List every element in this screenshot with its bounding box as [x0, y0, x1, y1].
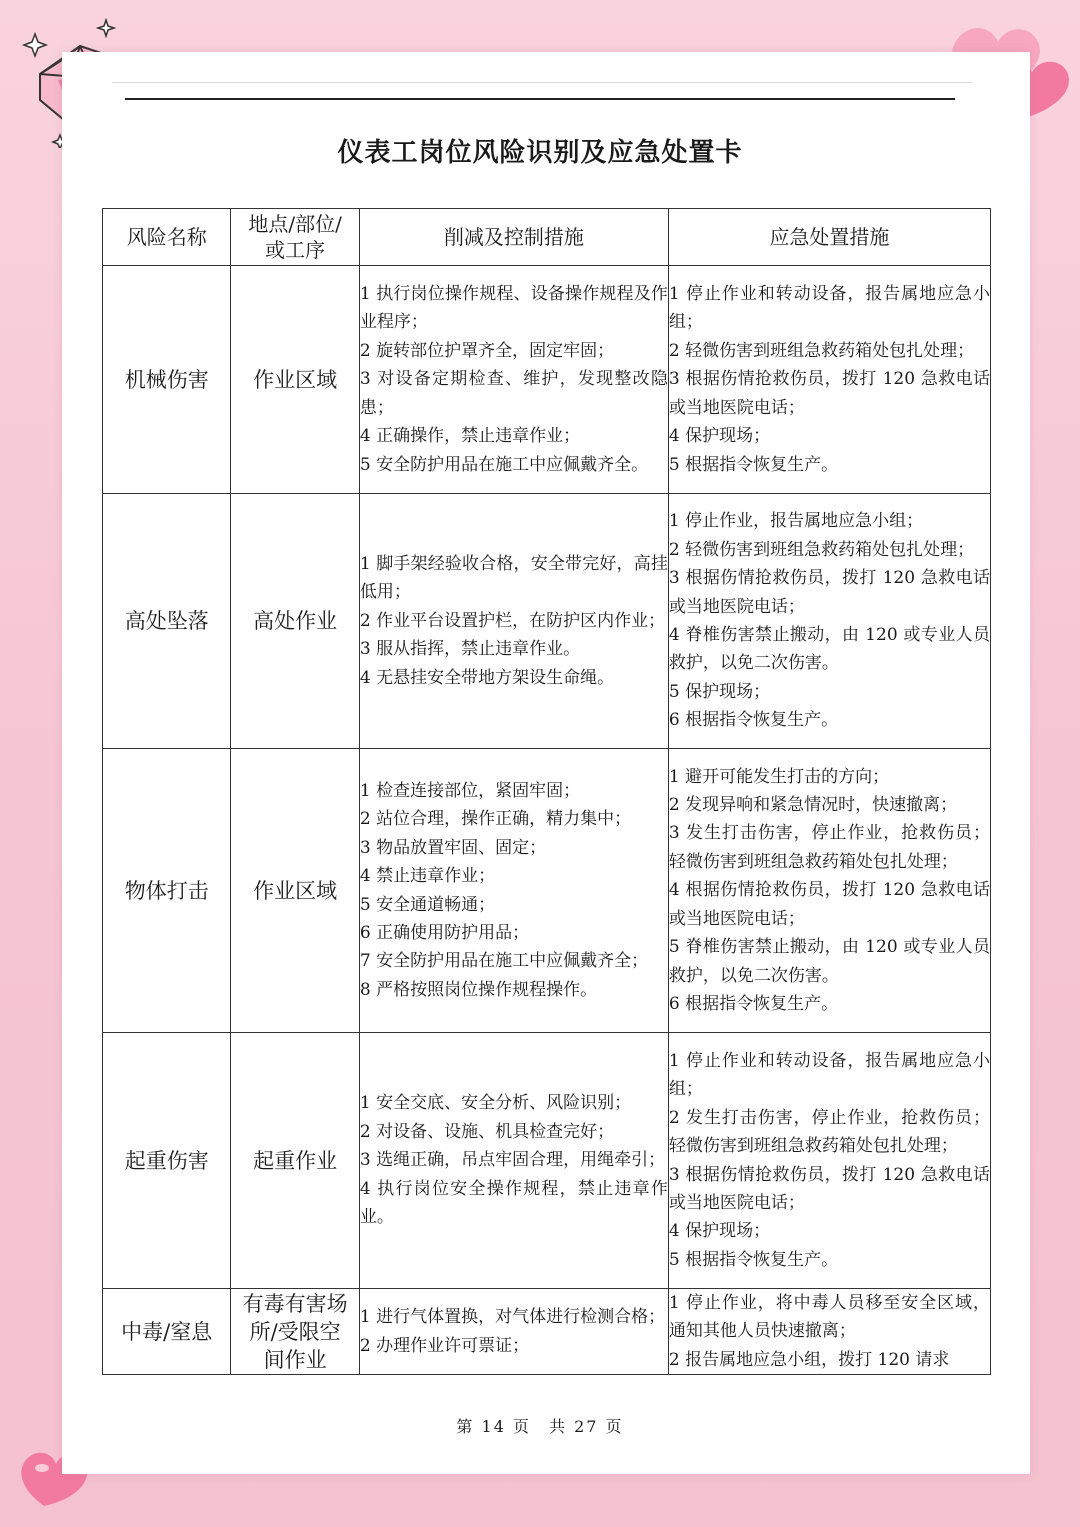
control-measure: 4 无悬挂安全带地方架设生命绳。: [359, 667, 615, 688]
emergency-measure: 5 根据指令恢复生产。: [668, 1249, 839, 1270]
emergency-cell: [668, 266, 990, 494]
control-measure: 6 正确使用防护用品；: [359, 922, 530, 943]
emergency-measure: 4 脊椎伤害禁止搬动，由 120 或专业人员救护，以免二次伤害。: [668, 625, 990, 674]
header-place-line: 或工序: [265, 238, 326, 262]
table-row: [103, 1033, 991, 1289]
control-measure: 4 禁止违章作业；: [359, 866, 496, 887]
emergency-measure: 6 根据指令恢复生产。: [668, 993, 839, 1014]
control-measure: 5 安全防护用品在施工中应佩戴齐全。: [359, 454, 649, 475]
emergency-measure: 5 脊椎伤害禁止搬动，由 120 或专业人员救护，以免二次伤害。: [668, 937, 990, 986]
control-measure: 7 安全防护用品在施工中应佩戴齐全；: [359, 951, 649, 972]
control-measure: 4 正确操作，禁止违章作业；: [359, 426, 581, 447]
emergency-measure: 2 报告属地应急小组，拨打 120 请求: [668, 1349, 950, 1370]
controls-cell: [359, 494, 668, 749]
emergency-measure: 4 根据伤情抢救伤员，拨打 120 急救电话或当地医院电话；: [668, 880, 990, 929]
footer-middle: 页 共: [512, 1417, 567, 1436]
header-rule-light: [112, 82, 972, 83]
emergency-measure: 4 保护现场；: [668, 426, 771, 447]
risk-table: [102, 208, 991, 1375]
control-measure: 1 进行气体置换，对气体进行检测合格；: [359, 1307, 666, 1328]
control-measure: 3 选绳正确，吊点牢固合理，用绳牵引；: [359, 1150, 666, 1171]
table-row: [103, 749, 991, 1033]
header-place-line: 地点/部位/: [248, 212, 342, 236]
emergency-measure: 6 根据指令恢复生产。: [668, 710, 839, 731]
header-rule: [125, 98, 955, 100]
emergency-measure: 4 保护现场；: [668, 1221, 771, 1242]
control-measure: 2 对设备、设施、机具检查完好；: [359, 1121, 615, 1142]
header-place: [231, 209, 359, 266]
emergency-measure: 5 根据指令恢复生产。: [668, 454, 839, 475]
header-risk-name: 风险名称: [103, 209, 231, 266]
control-measure: 2 作业平台设置护栏，在防护区内作业；: [359, 610, 666, 631]
controls-cell: [359, 749, 668, 1033]
header-controls: 削减及控制措施: [359, 209, 668, 266]
table-header-row: [103, 209, 991, 266]
emergency-cell: [668, 1033, 990, 1289]
emergency-measure: 2 轻微伤害到班组急救药箱处包扎处理；: [668, 539, 975, 560]
risk-name-cell: 高处坠落: [103, 494, 231, 749]
emergency-measure: 3 发生打击伤害，停止作业，抢救伤员；轻微伤害到班组急救药箱处包扎处理；: [668, 823, 990, 872]
emergency-measure: 3 根据伤情抢救伤员，拨打 120 急救电话或当地医院电话；: [668, 1164, 990, 1213]
control-measure: 1 安全交底、安全分析、风险识别；: [359, 1093, 632, 1114]
control-measure: 3 物品放置牢固、固定；: [359, 837, 547, 858]
control-measure: 2 旋转部位护罩齐全，固定牢固；: [359, 340, 615, 361]
current-page: 14: [481, 1417, 506, 1436]
table-row: [103, 1289, 991, 1375]
emergency-measure: 2 轻微伤害到班组急救药箱处包扎处理；: [668, 340, 975, 361]
emergency-measure: 2 发生打击伤害，停止作业，抢救伤员；轻微伤害到班组急救药箱处包扎处理；: [668, 1107, 990, 1157]
control-measure: 1 检查连接部位，紧固牢固；: [359, 780, 581, 801]
control-measure: 8 严格按照岗位操作规程操作。: [359, 979, 598, 1000]
table-row: [103, 266, 991, 494]
controls-cell: [359, 1289, 668, 1375]
risk-name-cell: 机械伤害: [103, 266, 231, 494]
control-measure: 3 服从指挥，禁止违章作业。: [359, 639, 581, 660]
emergency-measure: 2 发现异响和紧急情况时，快速撤离；: [668, 795, 958, 816]
header-emergency: 应急处置措施: [668, 209, 990, 266]
total-pages: 27: [574, 1417, 599, 1436]
place-cell: 起重作业: [231, 1033, 359, 1289]
place-cell: 作业区域: [231, 266, 359, 494]
place-cell: 有毒有害场所/受限空间作业: [231, 1289, 359, 1375]
place-cell: 高处作业: [231, 494, 359, 749]
control-measure: 2 站位合理，操作正确，精力集中；: [359, 809, 632, 830]
control-measure: 1 执行岗位操作规程、设备操作规程及作业程序；: [359, 284, 668, 333]
emergency-cell: [668, 494, 990, 749]
controls-cell: [359, 1033, 668, 1289]
risk-name-cell: 物体打击: [103, 749, 231, 1033]
emergency-measure: 1 避开可能发生打击的方向；: [668, 766, 890, 787]
control-measure: 3 对设备定期检查、维护，发现整改隐患；: [359, 369, 668, 418]
emergency-measure: 5 保护现场；: [668, 681, 771, 702]
controls-cell: [359, 266, 668, 494]
emergency-measure: 3 根据伤情抢救伤员，拨打 120 急救电话或当地医院电话；: [668, 369, 990, 418]
emergency-cell: [668, 1289, 990, 1375]
emergency-measure: 1 停止作业，将中毒人员移至安全区域，通知其他人员快速撤离；: [668, 1293, 990, 1342]
risk-name-cell: 中毒/窒息: [103, 1289, 231, 1375]
control-measure: 2 办理作业许可票证；: [359, 1335, 530, 1356]
place-cell: 作业区域: [231, 749, 359, 1033]
emergency-measure: 1 停止作业和转动设备，报告属地应急小组；: [668, 1050, 990, 1100]
control-measure: 4 执行岗位安全操作规程，禁止违章作业。: [359, 1178, 668, 1228]
footer-prefix: 第: [456, 1417, 475, 1436]
table-row: [103, 494, 991, 749]
document-title: 仪表工岗位风险识别及应急处置卡: [337, 138, 743, 168]
control-measure: 1 脚手架经验收合格，安全带完好，高挂低用；: [359, 553, 668, 603]
control-measure: 5 安全通道畅通；: [359, 894, 496, 915]
footer-suffix: 页: [605, 1417, 624, 1436]
page-footer: [0, 1414, 1080, 1437]
emergency-measure: 1 停止作业和转动设备，报告属地应急小组；: [668, 284, 990, 333]
emergency-cell: [668, 749, 990, 1033]
emergency-measure: 1 停止作业，报告属地应急小组；: [668, 511, 924, 532]
risk-name-cell: 起重伤害: [103, 1033, 231, 1289]
emergency-measure: 3 根据伤情抢救伤员，拨打 120 急救电话或当地医院电话；: [668, 568, 990, 617]
